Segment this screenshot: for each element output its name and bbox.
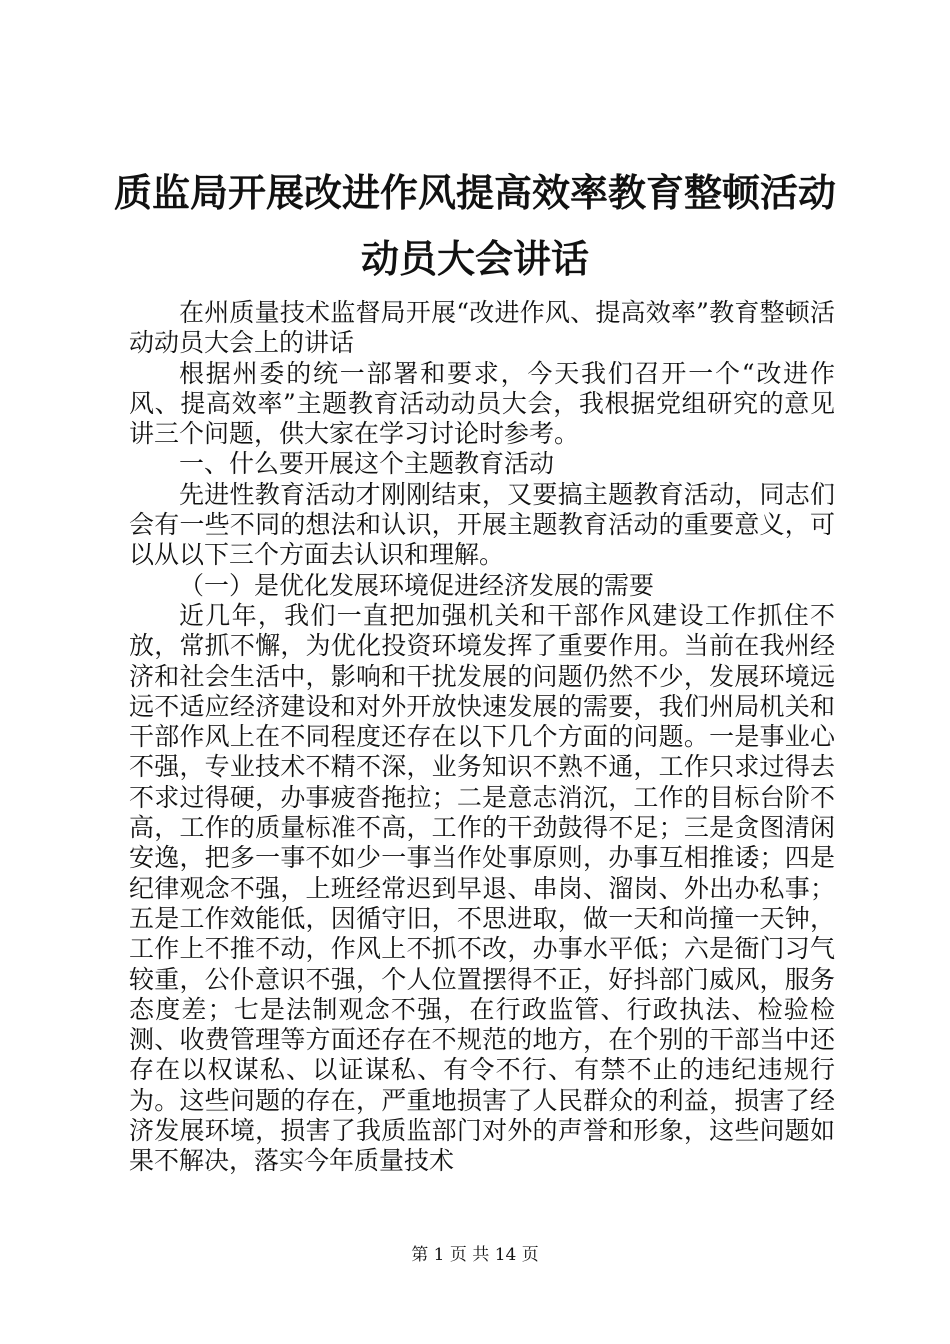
paragraph-intro: 根据州委的统一部署和要求，今天我们召开一个“改进作风、提高效率”主题教育活动动员大会，我根据党组研究的意见讲三个问题，供大家在学习讨论时参考。 xyxy=(129,358,835,449)
subsection-heading-1: （一）是优化发展环境促进经济发展的需要 xyxy=(179,570,655,600)
paragraph-speech-heading: 在州质量技术监督局开展“改进作风、提高效率”教育整顿活动动员大会上的讲话 xyxy=(129,298,835,358)
document-title: 质监局开展改进作风提高效率教育整顿活动动员大会讲话 xyxy=(113,170,836,281)
section-heading-1: 一、什么要开展这个主题教育活动 xyxy=(179,449,555,479)
document-body xyxy=(129,298,835,1177)
paragraph-subsection-1: 近几年，我们一直把加强机关和干部作风建设工作抓住不放，常抓不懈，为优化投资环境发挥了重要作用。当前在我州经济和社会生活中，影响和干扰发展的问题仍然不少，发展环境远远不适应经济建设和对外开放快速发展的需要，我们州局机关和干部作风上在不同程度还存在以下几个方面的问题。一是事业心不强，专业技术不精不深，业务知识不熟不通，工作只求过得去不求过得硬，办事疲沓拖拉；二是意志消沉，工作的目标台阶不高，工作的质量标准不高，工作的干劲鼓得不足；三是贪图清闲安逸，把多一事不如少一事当作处事原则，办事互相推诿；四是纪律观念不强，上班经常迟到早退、串岗、溜岗、外出办私事；五是工作效能低，因循守旧，不思进取，做一天和尚撞一天钟，工作上不推不动，作风上不抓不改，办事水平低；六是衙门习气较重，公仆意识不强，个人位置摆得不正，好抖部门威风，服务态度差；七是法制观念不强，在行政监管、行政执法、检验检测、收费管理等方面还存在不规范的地方，在个别的干部当中还存在以权谋私、以证谋私、有令不行、有禁不止的违纪违规行为。这些问题的存在，严重地损害了人民群众的利益，损害了经济发展环境，损害了我质监部门对外的声誉和形象，这些问题如果不解决，落实今年质量技术 xyxy=(129,600,835,1176)
page-number-footer: 第 1 页 共 14 页 xyxy=(411,1245,539,1265)
paragraph-section-1: 先进性教育活动才刚刚结束，又要搞主题教育活动，同志们会有一些不同的想法和认识，开展主题教育活动的重要意义，可以从以下三个方面去认识和理解。 xyxy=(129,479,835,570)
